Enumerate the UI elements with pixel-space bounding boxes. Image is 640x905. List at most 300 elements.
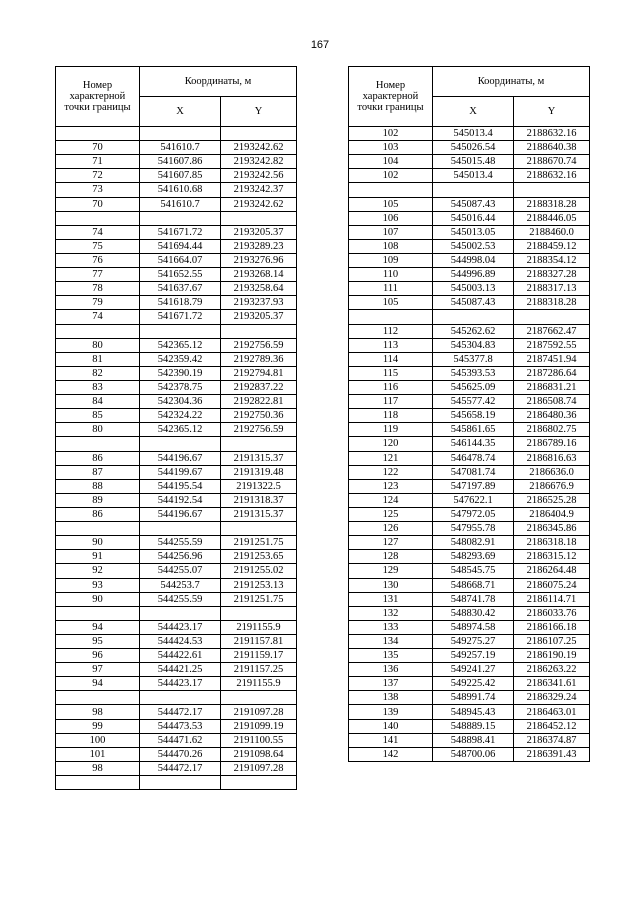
table-row <box>349 352 590 366</box>
y-coordinate-cell: 2186816.63 <box>514 451 590 465</box>
point-number-cell: 109 <box>349 253 433 267</box>
point-number-cell: 104 <box>349 155 433 169</box>
x-coordinate-cell: 545625.09 <box>433 380 514 394</box>
table-row <box>56 550 297 564</box>
x-coordinate-cell: 544192.54 <box>140 493 221 507</box>
point-number-cell: 142 <box>349 747 433 761</box>
x-coordinate-cell: 545013.4 <box>433 169 514 183</box>
table-row <box>56 296 297 310</box>
x-coordinate-cell: 544199.67 <box>140 465 221 479</box>
y-coordinate-cell: 2192794.81 <box>221 366 297 380</box>
point-number-cell: 94 <box>56 620 140 634</box>
point-number-cell: 126 <box>349 522 433 536</box>
y-coordinate-cell: 2187592.55 <box>514 338 590 352</box>
y-coordinate-cell: 2191319.48 <box>221 465 297 479</box>
table-row <box>349 620 590 634</box>
table-row <box>349 211 590 225</box>
point-number-cell: 106 <box>349 211 433 225</box>
x-coordinate-cell: 541610.68 <box>140 183 221 197</box>
point-number-cell: 121 <box>349 451 433 465</box>
y-coordinate-cell <box>221 127 297 141</box>
point-number-cell: 118 <box>349 409 433 423</box>
y-coordinate-cell: 2186391.43 <box>514 747 590 761</box>
table-row <box>349 380 590 394</box>
x-coordinate-cell: 541618.79 <box>140 296 221 310</box>
x-coordinate-cell: 542365.12 <box>140 338 221 352</box>
y-coordinate-cell: 2186264.48 <box>514 564 590 578</box>
table-row <box>56 282 297 296</box>
x-coordinate-cell: 546144.35 <box>433 437 514 451</box>
y-coordinate-cell: 2191097.28 <box>221 705 297 719</box>
table-row <box>349 522 590 536</box>
y-coordinate-cell: 2193205.37 <box>221 225 297 239</box>
point-number-cell: 119 <box>349 423 433 437</box>
point-number-cell: 83 <box>56 380 140 394</box>
table-row <box>56 409 297 423</box>
y-coordinate-cell: 2188632.16 <box>514 127 590 141</box>
y-coordinate-cell: 2188460.0 <box>514 225 590 239</box>
x-coordinate-cell: 548991.74 <box>433 691 514 705</box>
x-coordinate-cell: 541607.85 <box>140 169 221 183</box>
y-coordinate-cell: 2186789.16 <box>514 437 590 451</box>
y-coordinate-cell: 2186404.9 <box>514 507 590 521</box>
point-number-cell: 71 <box>56 155 140 169</box>
point-number-cell <box>56 522 140 536</box>
y-coordinate-cell: 2192789.36 <box>221 352 297 366</box>
y-coordinate-cell: 2191253.65 <box>221 550 297 564</box>
x-coordinate-cell: 544996.89 <box>433 268 514 282</box>
table-row <box>349 409 590 423</box>
table-row <box>349 649 590 663</box>
x-coordinate-cell: 542304.36 <box>140 395 221 409</box>
header-coordinates: Координаты, м <box>433 67 590 97</box>
point-number-cell: 80 <box>56 423 140 437</box>
x-coordinate-cell: 544471.62 <box>140 733 221 747</box>
x-coordinate-cell: 541671.72 <box>140 310 221 324</box>
x-coordinate-cell: 545377.8 <box>433 352 514 366</box>
x-coordinate-cell: 548545.75 <box>433 564 514 578</box>
point-number-cell: 76 <box>56 253 140 267</box>
y-coordinate-cell: 2188318.28 <box>514 296 590 310</box>
y-coordinate-cell: 2193276.96 <box>221 253 297 267</box>
table-row <box>56 451 297 465</box>
table-row <box>56 564 297 578</box>
table-row <box>56 338 297 352</box>
x-coordinate-cell: 544424.53 <box>140 634 221 648</box>
x-coordinate-cell: 548082.91 <box>433 536 514 550</box>
point-number-cell: 102 <box>349 127 433 141</box>
y-coordinate-cell <box>221 324 297 338</box>
y-coordinate-cell: 2188354.12 <box>514 253 590 267</box>
point-number-cell: 72 <box>56 169 140 183</box>
coordinates-table-right <box>348 66 590 762</box>
table-row <box>349 169 590 183</box>
table-row <box>349 141 590 155</box>
x-coordinate-cell: 549275.27 <box>433 634 514 648</box>
x-coordinate-cell: 542359.42 <box>140 352 221 366</box>
point-number-cell: 99 <box>56 719 140 733</box>
table-row <box>56 578 297 592</box>
y-coordinate-cell: 2191100.55 <box>221 733 297 747</box>
table-row <box>349 606 590 620</box>
y-coordinate-cell: 2191155.9 <box>221 677 297 691</box>
table-row <box>349 395 590 409</box>
point-number-cell: 82 <box>56 366 140 380</box>
point-number-cell: 74 <box>56 310 140 324</box>
point-number-cell: 87 <box>56 465 140 479</box>
y-coordinate-cell <box>221 776 297 790</box>
y-coordinate-cell: 2193289.23 <box>221 239 297 253</box>
point-number-cell <box>56 606 140 620</box>
y-coordinate-cell <box>221 691 297 705</box>
x-coordinate-cell: 545013.4 <box>433 127 514 141</box>
y-coordinate-cell: 2191322.5 <box>221 479 297 493</box>
table-row <box>56 141 297 155</box>
y-coordinate-cell: 2192822.81 <box>221 395 297 409</box>
point-number-cell: 128 <box>349 550 433 564</box>
table-row <box>56 620 297 634</box>
y-coordinate-cell: 2193242.62 <box>221 141 297 155</box>
x-coordinate-cell: 545658.19 <box>433 409 514 423</box>
point-number-cell: 105 <box>349 197 433 211</box>
table-row <box>349 564 590 578</box>
y-coordinate-cell: 2191098.64 <box>221 747 297 761</box>
point-number-cell: 129 <box>349 564 433 578</box>
table-row <box>56 465 297 479</box>
y-coordinate-cell: 2191097.28 <box>221 761 297 775</box>
coordinates-table-left <box>55 66 297 790</box>
point-number-cell: 114 <box>349 352 433 366</box>
y-coordinate-cell: 2191315.37 <box>221 451 297 465</box>
y-coordinate-cell <box>221 437 297 451</box>
separator-row <box>349 183 590 197</box>
table-row <box>349 338 590 352</box>
y-coordinate-cell: 2186329.24 <box>514 691 590 705</box>
table-row <box>56 155 297 169</box>
point-number-cell: 138 <box>349 691 433 705</box>
y-coordinate-cell <box>514 183 590 197</box>
x-coordinate-cell: 544421.25 <box>140 663 221 677</box>
point-number-cell: 141 <box>349 733 433 747</box>
y-coordinate-cell: 2186831.21 <box>514 380 590 394</box>
point-number-cell <box>56 211 140 225</box>
y-coordinate-cell: 2188446.05 <box>514 211 590 225</box>
y-coordinate-cell: 2191099.19 <box>221 719 297 733</box>
point-number-cell: 112 <box>349 324 433 338</box>
point-number-cell: 78 <box>56 282 140 296</box>
point-number-cell: 77 <box>56 268 140 282</box>
x-coordinate-cell: 548668.71 <box>433 578 514 592</box>
x-coordinate-cell: 545861.65 <box>433 423 514 437</box>
x-coordinate-cell: 542324.22 <box>140 409 221 423</box>
x-coordinate-cell: 544423.17 <box>140 677 221 691</box>
point-number-cell: 124 <box>349 493 433 507</box>
x-coordinate-cell: 544998.04 <box>433 253 514 267</box>
x-coordinate-cell: 545087.43 <box>433 197 514 211</box>
table-row <box>349 324 590 338</box>
point-number-cell <box>56 691 140 705</box>
point-number-cell: 103 <box>349 141 433 155</box>
point-number-cell: 136 <box>349 663 433 677</box>
y-coordinate-cell: 2188317.13 <box>514 282 590 296</box>
table-row <box>349 663 590 677</box>
table-row <box>56 663 297 677</box>
x-coordinate-cell <box>140 324 221 338</box>
table-row <box>349 155 590 169</box>
point-number-cell: 105 <box>349 296 433 310</box>
x-coordinate-cell: 544195.54 <box>140 479 221 493</box>
point-number-cell: 86 <box>56 507 140 521</box>
table-row <box>56 705 297 719</box>
y-coordinate-cell: 2191251.75 <box>221 592 297 606</box>
point-number-cell: 123 <box>349 479 433 493</box>
point-number-cell: 84 <box>56 395 140 409</box>
point-number-cell: 131 <box>349 592 433 606</box>
x-coordinate-cell <box>140 776 221 790</box>
y-coordinate-cell: 2192756.59 <box>221 423 297 437</box>
point-number-cell <box>56 324 140 338</box>
x-coordinate-cell: 542390.19 <box>140 366 221 380</box>
table-row <box>56 479 297 493</box>
table-row <box>349 507 590 521</box>
x-coordinate-cell: 545002.53 <box>433 239 514 253</box>
table-row <box>56 677 297 691</box>
x-coordinate-cell: 548830.42 <box>433 606 514 620</box>
x-coordinate-cell: 544472.17 <box>140 705 221 719</box>
y-coordinate-cell: 2191315.37 <box>221 507 297 521</box>
x-coordinate-cell: 545577.42 <box>433 395 514 409</box>
table-row <box>349 253 590 267</box>
x-coordinate-cell: 544255.07 <box>140 564 221 578</box>
x-coordinate-cell: 548741.78 <box>433 592 514 606</box>
separator-row <box>56 522 297 536</box>
point-number-cell: 132 <box>349 606 433 620</box>
x-coordinate-cell: 544472.17 <box>140 761 221 775</box>
point-number-cell: 139 <box>349 705 433 719</box>
point-number-cell: 107 <box>349 225 433 239</box>
x-coordinate-cell: 544196.67 <box>140 451 221 465</box>
table-row <box>349 578 590 592</box>
table-row <box>349 239 590 253</box>
y-coordinate-cell: 2193242.56 <box>221 169 297 183</box>
y-coordinate-cell: 2186525.28 <box>514 493 590 507</box>
table-row <box>56 507 297 521</box>
y-coordinate-cell: 2186374.87 <box>514 733 590 747</box>
table-row <box>349 677 590 691</box>
x-coordinate-cell: 545087.43 <box>433 296 514 310</box>
table-row <box>349 536 590 550</box>
y-coordinate-cell: 2193258.64 <box>221 282 297 296</box>
point-number-cell: 111 <box>349 282 433 296</box>
table-row <box>349 437 590 451</box>
table-row <box>349 592 590 606</box>
point-number-cell: 94 <box>56 677 140 691</box>
y-coordinate-cell: 2193242.62 <box>221 197 297 211</box>
x-coordinate-cell: 541637.67 <box>140 282 221 296</box>
y-coordinate-cell: 2186636.0 <box>514 465 590 479</box>
x-coordinate-cell: 544255.59 <box>140 536 221 550</box>
table-row <box>56 253 297 267</box>
x-coordinate-cell: 544470.26 <box>140 747 221 761</box>
table-row <box>56 592 297 606</box>
y-coordinate-cell: 2191157.25 <box>221 663 297 677</box>
x-coordinate-cell: 545304.83 <box>433 338 514 352</box>
y-coordinate-cell: 2193268.14 <box>221 268 297 282</box>
y-coordinate-cell: 2186480.36 <box>514 409 590 423</box>
table-row <box>349 268 590 282</box>
table-row <box>56 493 297 507</box>
y-coordinate-cell: 2193205.37 <box>221 310 297 324</box>
point-number-cell <box>56 776 140 790</box>
y-coordinate-cell: 2193237.93 <box>221 296 297 310</box>
table-row <box>349 225 590 239</box>
y-coordinate-cell: 2186508.74 <box>514 395 590 409</box>
y-coordinate-cell: 2187286.64 <box>514 366 590 380</box>
point-number-cell: 100 <box>56 733 140 747</box>
y-coordinate-cell: 2193242.37 <box>221 183 297 197</box>
table-row <box>349 296 590 310</box>
table-row <box>56 197 297 211</box>
header-coordinates: Координаты, м <box>140 67 297 97</box>
x-coordinate-cell: 544256.96 <box>140 550 221 564</box>
x-coordinate-cell: 545016.44 <box>433 211 514 225</box>
x-coordinate-cell: 547197.89 <box>433 479 514 493</box>
point-number-cell: 110 <box>349 268 433 282</box>
table-row <box>56 733 297 747</box>
table-row <box>56 395 297 409</box>
point-number-cell: 80 <box>56 338 140 352</box>
x-coordinate-cell: 548700.06 <box>433 747 514 761</box>
y-coordinate-cell: 2191155.9 <box>221 620 297 634</box>
table-row <box>349 634 590 648</box>
point-number-cell: 120 <box>349 437 433 451</box>
y-coordinate-cell <box>221 522 297 536</box>
y-coordinate-cell: 2186463.01 <box>514 705 590 719</box>
y-coordinate-cell <box>514 310 590 324</box>
table-row <box>56 634 297 648</box>
y-coordinate-cell <box>221 606 297 620</box>
table-row <box>56 747 297 761</box>
table-row <box>56 225 297 239</box>
y-coordinate-cell <box>221 211 297 225</box>
x-coordinate-cell: 545015.48 <box>433 155 514 169</box>
table-row <box>56 380 297 394</box>
x-coordinate-cell: 548945.43 <box>433 705 514 719</box>
x-coordinate-cell <box>140 127 221 141</box>
y-coordinate-cell: 2187662.47 <box>514 324 590 338</box>
table-row <box>349 127 590 141</box>
y-coordinate-cell: 2186033.76 <box>514 606 590 620</box>
x-coordinate-cell: 546478.74 <box>433 451 514 465</box>
point-number-cell: 98 <box>56 705 140 719</box>
point-number-cell: 79 <box>56 296 140 310</box>
table-row <box>349 451 590 465</box>
x-coordinate-cell: 544473.53 <box>140 719 221 733</box>
point-number-cell: 73 <box>56 183 140 197</box>
x-coordinate-cell: 541610.7 <box>140 141 221 155</box>
point-number-cell: 134 <box>349 634 433 648</box>
table-row <box>349 366 590 380</box>
point-number-cell: 91 <box>56 550 140 564</box>
y-coordinate-cell: 2191157.81 <box>221 634 297 648</box>
x-coordinate-cell: 545003.13 <box>433 282 514 296</box>
x-coordinate-cell: 541610.7 <box>140 197 221 211</box>
y-coordinate-cell: 2188632.16 <box>514 169 590 183</box>
point-number-cell: 127 <box>349 536 433 550</box>
table-row <box>56 239 297 253</box>
y-coordinate-cell: 2188459.12 <box>514 239 590 253</box>
y-coordinate-cell: 2192750.36 <box>221 409 297 423</box>
point-number-cell: 85 <box>56 409 140 423</box>
x-coordinate-cell: 544196.67 <box>140 507 221 521</box>
x-coordinate-cell: 541607.86 <box>140 155 221 169</box>
y-coordinate-cell: 2186802.75 <box>514 423 590 437</box>
x-coordinate-cell: 547955.78 <box>433 522 514 536</box>
x-coordinate-cell: 541671.72 <box>140 225 221 239</box>
x-coordinate-cell <box>140 211 221 225</box>
table-body-left <box>56 127 297 790</box>
table-row <box>349 282 590 296</box>
y-coordinate-cell: 2188640.38 <box>514 141 590 155</box>
x-coordinate-cell: 542378.75 <box>140 380 221 394</box>
point-number-cell: 89 <box>56 493 140 507</box>
point-number-cell: 113 <box>349 338 433 352</box>
y-coordinate-cell: 2186114.71 <box>514 592 590 606</box>
x-coordinate-cell: 545026.54 <box>433 141 514 155</box>
table-row <box>349 197 590 211</box>
separator-row <box>56 606 297 620</box>
point-number-cell: 70 <box>56 197 140 211</box>
point-number-cell: 97 <box>56 663 140 677</box>
y-coordinate-cell: 2186190.19 <box>514 649 590 663</box>
table-row <box>349 493 590 507</box>
separator-row <box>349 310 590 324</box>
point-number-cell: 98 <box>56 761 140 775</box>
x-coordinate-cell: 541652.55 <box>140 268 221 282</box>
point-number-cell: 92 <box>56 564 140 578</box>
x-coordinate-cell: 548974.58 <box>433 620 514 634</box>
header-point-number: Номер характерной точки границы <box>349 67 433 127</box>
table-row <box>349 465 590 479</box>
y-coordinate-cell: 2191255.02 <box>221 564 297 578</box>
y-coordinate-cell: 2188318.28 <box>514 197 590 211</box>
separator-row <box>56 211 297 225</box>
y-coordinate-cell: 2192756.59 <box>221 338 297 352</box>
table-row <box>349 747 590 761</box>
header-y: Y <box>221 97 297 127</box>
y-coordinate-cell: 2186107.25 <box>514 634 590 648</box>
x-coordinate-cell: 545262.62 <box>433 324 514 338</box>
separator-row <box>56 437 297 451</box>
separator-row <box>56 324 297 338</box>
y-coordinate-cell: 2191318.37 <box>221 493 297 507</box>
table-row <box>56 719 297 733</box>
x-coordinate-cell <box>140 522 221 536</box>
point-number-cell: 130 <box>349 578 433 592</box>
y-coordinate-cell: 2186263.22 <box>514 663 590 677</box>
page-number: 167 <box>310 39 330 51</box>
x-coordinate-cell: 549225.42 <box>433 677 514 691</box>
y-coordinate-cell: 2192837.22 <box>221 380 297 394</box>
point-number-cell <box>56 127 140 141</box>
y-coordinate-cell: 2186318.18 <box>514 536 590 550</box>
point-number-cell: 81 <box>56 352 140 366</box>
table-row <box>56 761 297 775</box>
table-row <box>56 536 297 550</box>
separator-row <box>56 776 297 790</box>
point-number-cell: 74 <box>56 225 140 239</box>
separator-row <box>56 691 297 705</box>
